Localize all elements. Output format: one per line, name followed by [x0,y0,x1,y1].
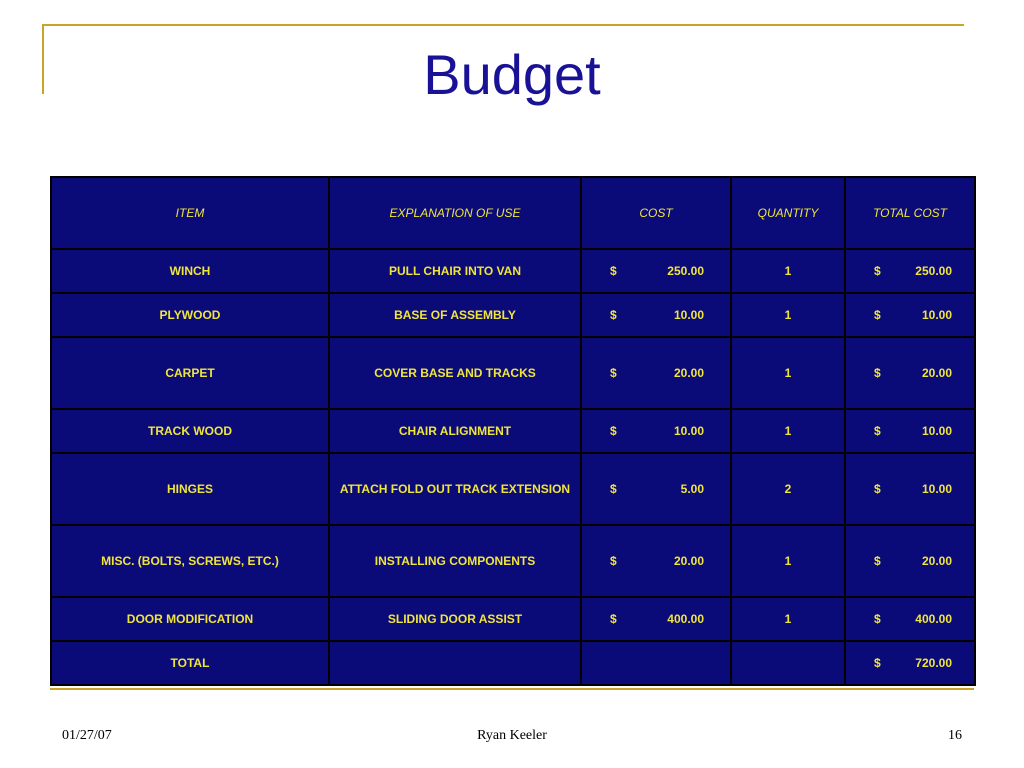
total-cell [845,337,975,409]
total-cell [845,453,975,525]
item-cell: PLYWOOD [51,293,329,337]
total-cell [845,597,975,641]
currency-symbol: $ [874,482,881,496]
cost-value: 250.00 [667,264,704,278]
empty-cell [329,641,581,685]
currency-symbol: $ [610,554,617,568]
cost-value: 20.00 [673,554,704,568]
cost-value: 400.00 [667,612,704,626]
currency-symbol: $ [610,366,617,380]
quantity-cell: 1 [731,409,845,453]
cost-value: 10.00 [673,308,704,322]
quantity-cell: 1 [731,293,845,337]
footer-author: Ryan Keeler [477,728,547,743]
currency-symbol: $ [874,264,881,278]
table-row [51,597,975,641]
cost-value: 5.00 [680,482,704,496]
header-cost: COST [581,177,731,249]
use-cell: COVER BASE AND TRACKS [329,337,581,409]
item-cell: DOOR MODIFICATION [51,597,329,641]
item-cell: CARPET [51,337,329,409]
quantity-cell: 1 [731,337,845,409]
header-item: ITEM [51,177,329,249]
total-value: 10.00 [921,308,952,322]
total-value: 400.00 [915,612,952,626]
cost-cell [581,453,731,525]
currency-symbol: $ [610,482,617,496]
use-cell: INSTALLING COMPONENTS [329,525,581,597]
total-cell [845,293,975,337]
cost-cell [581,409,731,453]
use-cell: ATTACH FOLD OUT TRACK EXTENSION [329,453,581,525]
cost-value: 20.00 [673,366,704,380]
currency-symbol: $ [874,308,881,322]
currency-symbol: $ [610,308,617,322]
empty-cell [731,641,845,685]
currency-symbol: $ [874,656,881,670]
header-total-cost: TOTAL COST [845,177,975,249]
quantity-cell: 1 [731,249,845,293]
cost-cell [581,293,731,337]
total-row [51,641,975,685]
table-row [51,409,975,453]
cost-cell [581,597,731,641]
use-cell: PULL CHAIR INTO VAN [329,249,581,293]
header-quantity: QUANTITY [731,177,845,249]
total-value: 10.00 [921,482,952,496]
total-cell [845,525,975,597]
total-value: 10.00 [921,424,952,438]
grand-total-cell [845,641,975,685]
item-cell: HINGES [51,453,329,525]
currency-symbol: $ [610,264,617,278]
grand-total-value: 720.00 [915,656,952,670]
header-explanation: EXPLANATION OF USE [329,177,581,249]
footer-page-number: 16 [948,728,962,743]
use-cell: SLIDING DOOR ASSIST [329,597,581,641]
currency-symbol: $ [874,366,881,380]
total-cell [845,409,975,453]
item-cell: MISC. (BOLTS, SCREWS, ETC.) [51,525,329,597]
cost-cell [581,525,731,597]
footer-date: 01/27/07 [62,728,112,743]
table-row [51,525,975,597]
table-row [51,249,975,293]
table-row [51,293,975,337]
item-cell: WINCH [51,249,329,293]
total-value: 250.00 [915,264,952,278]
total-value: 20.00 [921,366,952,380]
frame-top-line [42,24,964,26]
total-label-cell: TOTAL [51,641,329,685]
table-row [51,337,975,409]
table-row [51,453,975,525]
total-cell [845,249,975,293]
budget-table [50,176,976,686]
cost-cell [581,337,731,409]
header-row [51,177,975,249]
cost-cell [581,249,731,293]
use-cell: CHAIR ALIGNMENT [329,409,581,453]
cost-value: 10.00 [673,424,704,438]
currency-symbol: $ [610,424,617,438]
currency-symbol: $ [874,424,881,438]
item-cell: TRACK WOOD [51,409,329,453]
quantity-cell: 1 [731,597,845,641]
slide-title: Budget [423,43,601,106]
table-bottom-line [50,688,974,690]
empty-cell [581,641,731,685]
quantity-cell: 2 [731,453,845,525]
total-value: 20.00 [921,554,952,568]
quantity-cell: 1 [731,525,845,597]
currency-symbol: $ [874,612,881,626]
currency-symbol: $ [874,554,881,568]
use-cell: BASE OF ASSEMBLY [329,293,581,337]
currency-symbol: $ [610,612,617,626]
